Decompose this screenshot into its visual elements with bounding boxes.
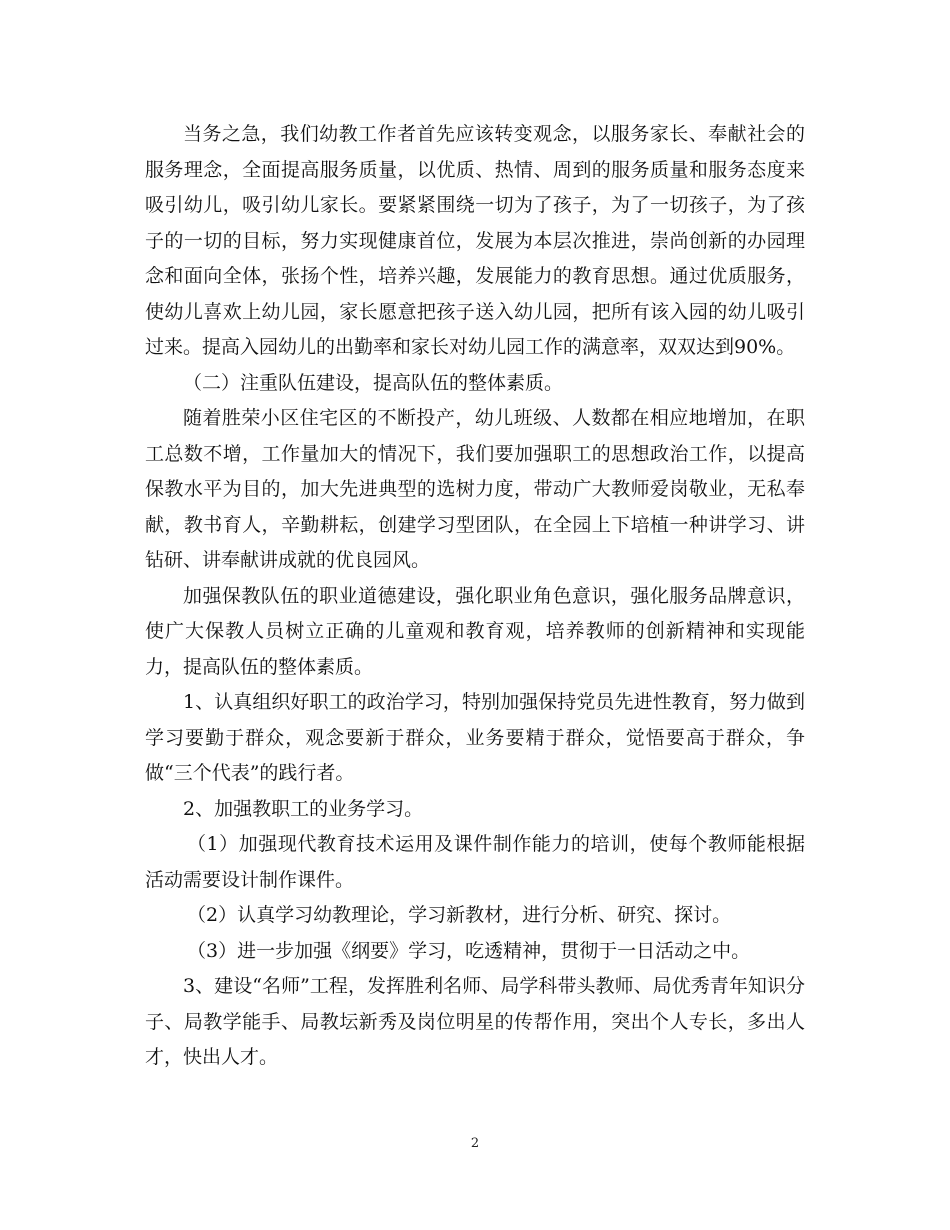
document-body — [145, 117, 805, 1076]
paragraph-service-philosophy: 当务之急，我们幼教工作者首先应该转变观念，以服务家长、奉献社会的服务理念，全面提高服务质量，以优质、热情、周到的服务质量和服务态度来吸引幼儿，吸引幼儿家长。要紧紧围绕一切为了孩子，为了一切孩子，为了孩子的一切的目标，努力实现健康首位，发展为本层次推进，崇尚创新的办园理念和面向全体，张扬个性，培养兴趣，发展能力的教育思想。通过优质服务，使幼儿喜欢上幼儿园，家长愿意把孩子送入幼儿园，把所有该入园的幼儿吸引过来。提高入园幼儿的出勤率和家长对幼儿园工作的满意率，双双达到90%。 — [145, 123, 805, 358]
list-item-business-study: 2、加强教职工的业务学习。 — [183, 797, 424, 820]
sub-item-theory-study: （2）认真学习幼教理论，学习新教材，进行分析、研究、探讨。 — [187, 904, 732, 926]
list-item-famous-teacher-project: 3、建设“名师”工程，发挥胜利名师、局学科带头教师、局优秀青年知识分子、局教学能手、局教坛新秀及岗位明星的传帮作用，突出个人专长，多出人才，快出人才。 — [145, 975, 805, 1068]
paragraph-staff-work: 随着胜荣小区住宅区的不断投产，幼儿班级、人数都在相应地增加，在职工总数不增，工作量加大的情况下，我们要加强职工的思想政治工作，以提高保教水平为目的，加大先进典型的选树力度，带动广大教师爱岗敬业，无私奉献，教书育人，辛勤耕耘，创建学习型团队，在全园上下培植一种讲学习、讲钻研、讲奉献讲成就的优良园风。 — [145, 407, 805, 571]
list-item-political-study: 1、认真组织好职工的政治学习，特别加强保持党员先进性教育，努力做到学习要勤于群众，观念要新于群众，业务要精于群众，觉悟要高于群众，争做“三个代表”的践行者。 — [145, 691, 805, 784]
sub-item-outline-study: （3）进一步加强《纲要》学习，吃透精神，贯彻于一日活动之中。 — [187, 939, 751, 962]
section-heading-team-building: （二）注重队伍建设，提高队伍的整体素质。 — [183, 371, 564, 394]
paragraph-professional-ethics: 加强保教队伍的职业道德建设，强化职业角色意识，强化服务品牌意识，使广大保教人员树立正确的儿童观和教育观，培养教师的创新精神和实现能力，提高队伍的整体素质。 — [145, 584, 805, 678]
sub-item-courseware-training: （1）加强现代教育技术运用及课件制作能力的培训，使每个教师能根据活动需要设计制作课件。 — [145, 833, 805, 891]
page-number: 2 — [470, 1136, 480, 1151]
